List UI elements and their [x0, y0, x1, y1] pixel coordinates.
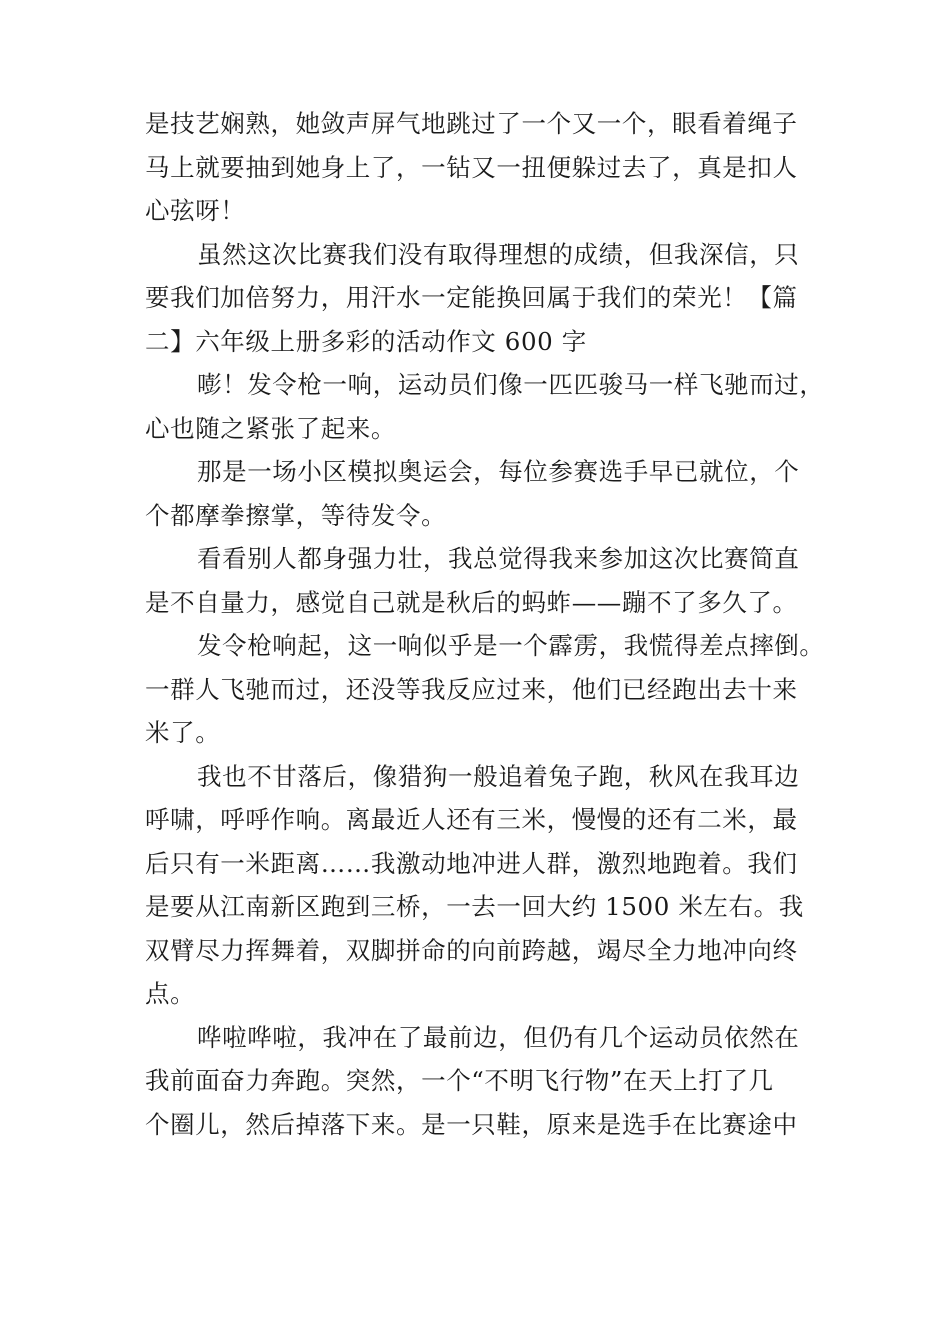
text-line: 哗啦哗啦，我冲在了最前边，但仍有几个运动员依然在 — [197, 1022, 800, 1052]
text-line: 一群人飞驰而过，还没等我反应过来，他们已经跑出去十来 — [145, 674, 798, 704]
text-line: 点。 — [145, 979, 196, 1008]
text-line: 呼啸，呼呼作响。离最近人还有三米，慢慢的还有二米，最 — [145, 805, 798, 834]
document-page — [145, 102, 825, 1146]
text-line: 个都摩拳擦掌，等待发令。 — [145, 500, 447, 530]
text-line: 是技艺娴熟，她敛声屏气地跳过了一个又一个，眼看着绳子 — [145, 109, 798, 138]
text-line: 心也随之紧张了起来。 — [145, 413, 396, 443]
paragraph-3 — [145, 363, 825, 450]
paragraph-4 — [145, 450, 807, 537]
text-line: 马上就要抽到她身上了，一钻又一扭便躲过去了，真是扣人 — [145, 152, 798, 182]
text-line: 我前面奋力奔跑。突然，一个“不明飞行物”在天上打了几 — [145, 1066, 774, 1095]
paragraph-2 — [145, 233, 807, 364]
text-line: 米了。 — [145, 718, 221, 747]
text-line: 后只有一米距离……我激动地冲进人群，激烈地跑着。我们 — [145, 848, 798, 878]
text-line: 那是一场小区模拟奥运会，每位参赛选手早已就位，个 — [197, 457, 800, 486]
text-line: 虽然这次比赛我们没有取得理想的成绩，但我深信，只 — [197, 239, 800, 269]
paragraph-8 — [145, 1016, 807, 1147]
text-line: 我也不甘落后，像猎狗一般追着兔子跑，秋风在我耳边 — [197, 761, 800, 791]
text-line: 心弦呀！ — [145, 196, 246, 225]
text-line: 个圈儿，然后掉落下来。是一只鞋，原来是选手在比赛途中 — [145, 1109, 798, 1139]
text-line: 二】六年级上册多彩的活动作文 600 字 — [145, 326, 587, 356]
paragraph-5 — [145, 537, 807, 624]
paragraph-7 — [145, 755, 807, 1016]
text-line: 嘭！发令枪一响，运动员们像一匹匹骏马一样飞驰而过， — [197, 370, 825, 399]
text-line: 是不自量力，感觉自己就是秋后的蚂蚱——蹦不了多久了。 — [145, 587, 798, 617]
text-line: 要我们加倍努力，用汗水一定能换回属于我们的荣光！【篇 — [145, 283, 798, 312]
text-line: 双臂尽力挥舞着，双脚拼命的向前跨越，竭尽全力地冲向终 — [145, 935, 798, 965]
text-line: 发令枪响起，这一响似乎是一个霹雳，我慌得差点摔倒。 — [197, 631, 825, 660]
text-line: 看看别人都身强力壮，我总觉得我来参加这次比赛简直 — [197, 544, 800, 573]
text-line: 是要从江南新区跑到三桥，一去一回大约 1500 米左右。我 — [145, 892, 804, 921]
paragraph-6 — [145, 624, 825, 755]
paragraph-1 — [145, 102, 807, 233]
